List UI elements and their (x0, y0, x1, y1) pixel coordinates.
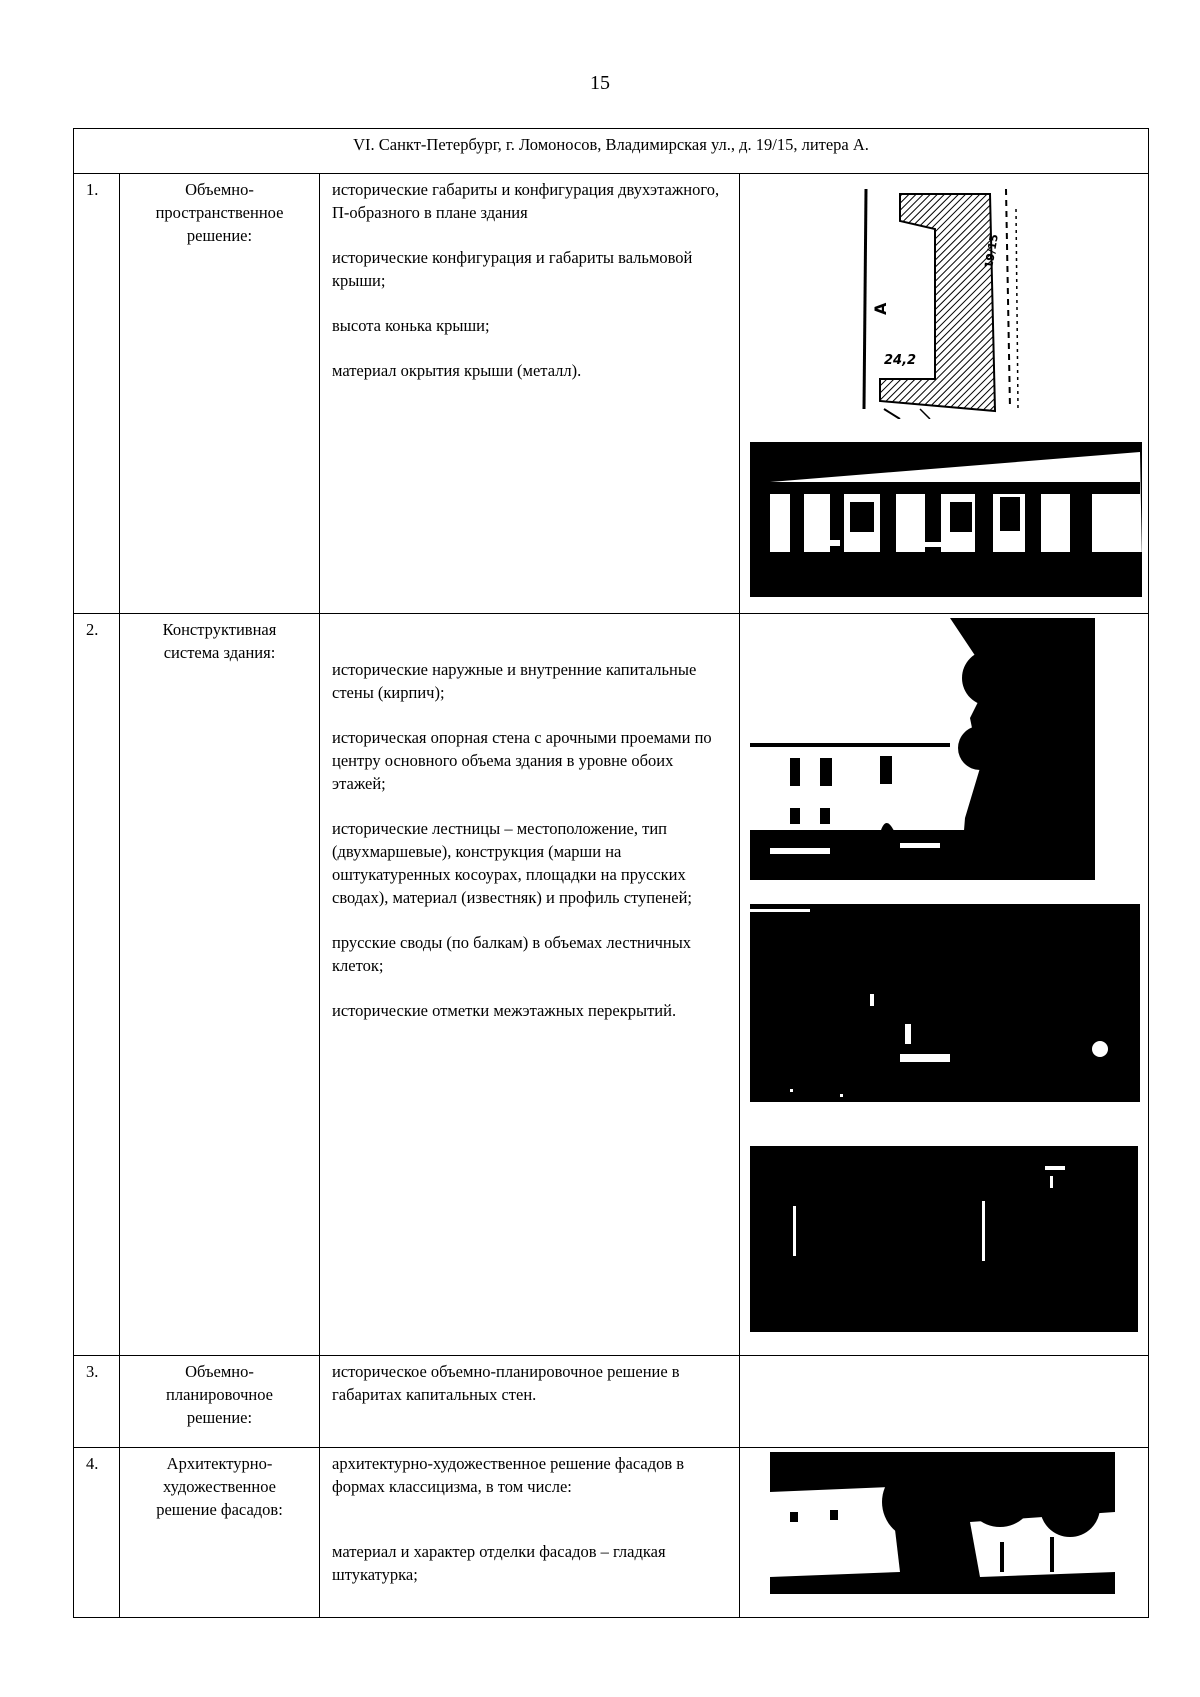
category-line: пространственное (155, 203, 284, 222)
row-number: 4. (74, 1448, 120, 1618)
row-images (740, 174, 1149, 614)
category-line: решение фасадов: (156, 1500, 283, 1519)
row-images (740, 1356, 1149, 1448)
map-address-label: 19/15 (982, 233, 1001, 270)
category-line: художественное (163, 1477, 276, 1496)
description-item: высота конька крыши; (332, 316, 490, 335)
row-category (120, 1448, 320, 1618)
map-dimension-label: 24,2 (884, 353, 917, 368)
description-item: исторические габариты и конфигурация двухэтажного, П-образного в плане здания (332, 180, 720, 222)
protection-subject-table (73, 128, 1149, 1618)
row-category (120, 614, 320, 1356)
row-category (120, 174, 320, 614)
row-description (320, 614, 740, 1356)
category-line: планировочное (166, 1385, 273, 1404)
description-item: исторические лестницы – местоположение, тип (двухмаршевые), конструкция (марши на оштукатуренных косоурах, площадки на прусских сводах), материал (известняк) и профиль ступеней; (332, 819, 692, 907)
description-item: историческое объемно-планировочное решение в габаритах капитальных стен. (332, 1362, 680, 1404)
category-line: Архитектурно- (166, 1454, 273, 1473)
row-number: 3. (74, 1356, 120, 1448)
category-line: Объемно- (185, 180, 254, 199)
table-row (74, 174, 1149, 614)
category-line: Объемно- (185, 1362, 254, 1381)
table-row (74, 1448, 1149, 1618)
exterior-photo (750, 618, 1095, 880)
row-category (120, 1356, 320, 1448)
table-row (74, 614, 1149, 1356)
description-item: материал и характер отделки фасадов – гладкая штукатурка; (332, 1542, 666, 1584)
heading-row (74, 129, 1149, 174)
description-item: материал окрытия крыши (металл). (332, 361, 582, 380)
category-line: решение: (186, 226, 253, 245)
category-line: система здания: (163, 643, 276, 662)
map-letter-label: А (871, 302, 890, 315)
table-row (74, 1356, 1149, 1448)
description-item: историческая опорная стена с арочными проемами по центру основного объема здания в уровне обоих этажей; (332, 728, 712, 793)
facade-photo (750, 442, 1142, 597)
category-line: решение: (186, 1408, 253, 1427)
section-heading: VI. Санкт-Петербург, г. Ломоносов, Владимирская ул., д. 19/15, литера А. (74, 129, 1149, 174)
interior-photo (750, 1146, 1138, 1332)
description-item: исторические наружные и внутренние капитальные стены (кирпич); (332, 660, 697, 702)
description-item: исторические отметки межэтажных перекрытий. (332, 1001, 677, 1020)
page-number: 15 (590, 72, 610, 94)
row-number: 1. (74, 174, 120, 614)
facade-trees-photo (770, 1452, 1115, 1594)
row-description (320, 174, 740, 614)
row-number: 2. (74, 614, 120, 1356)
row-description (320, 1448, 740, 1618)
row-images (740, 1448, 1149, 1618)
category-line: Конструктивная (162, 620, 277, 639)
row-description (320, 1356, 740, 1448)
description-item: прусские своды (по балкам) в объемах лестничных клеток; (332, 933, 692, 975)
row-images (740, 614, 1149, 1356)
interior-photo (750, 904, 1140, 1102)
site-plan-map (860, 179, 1020, 419)
description-item: исторические конфигурация и габариты вальмовой крыши; (332, 248, 693, 290)
description-item: архитектурно-художественное решение фасадов в формах классицизма, в том числе: (332, 1454, 685, 1496)
